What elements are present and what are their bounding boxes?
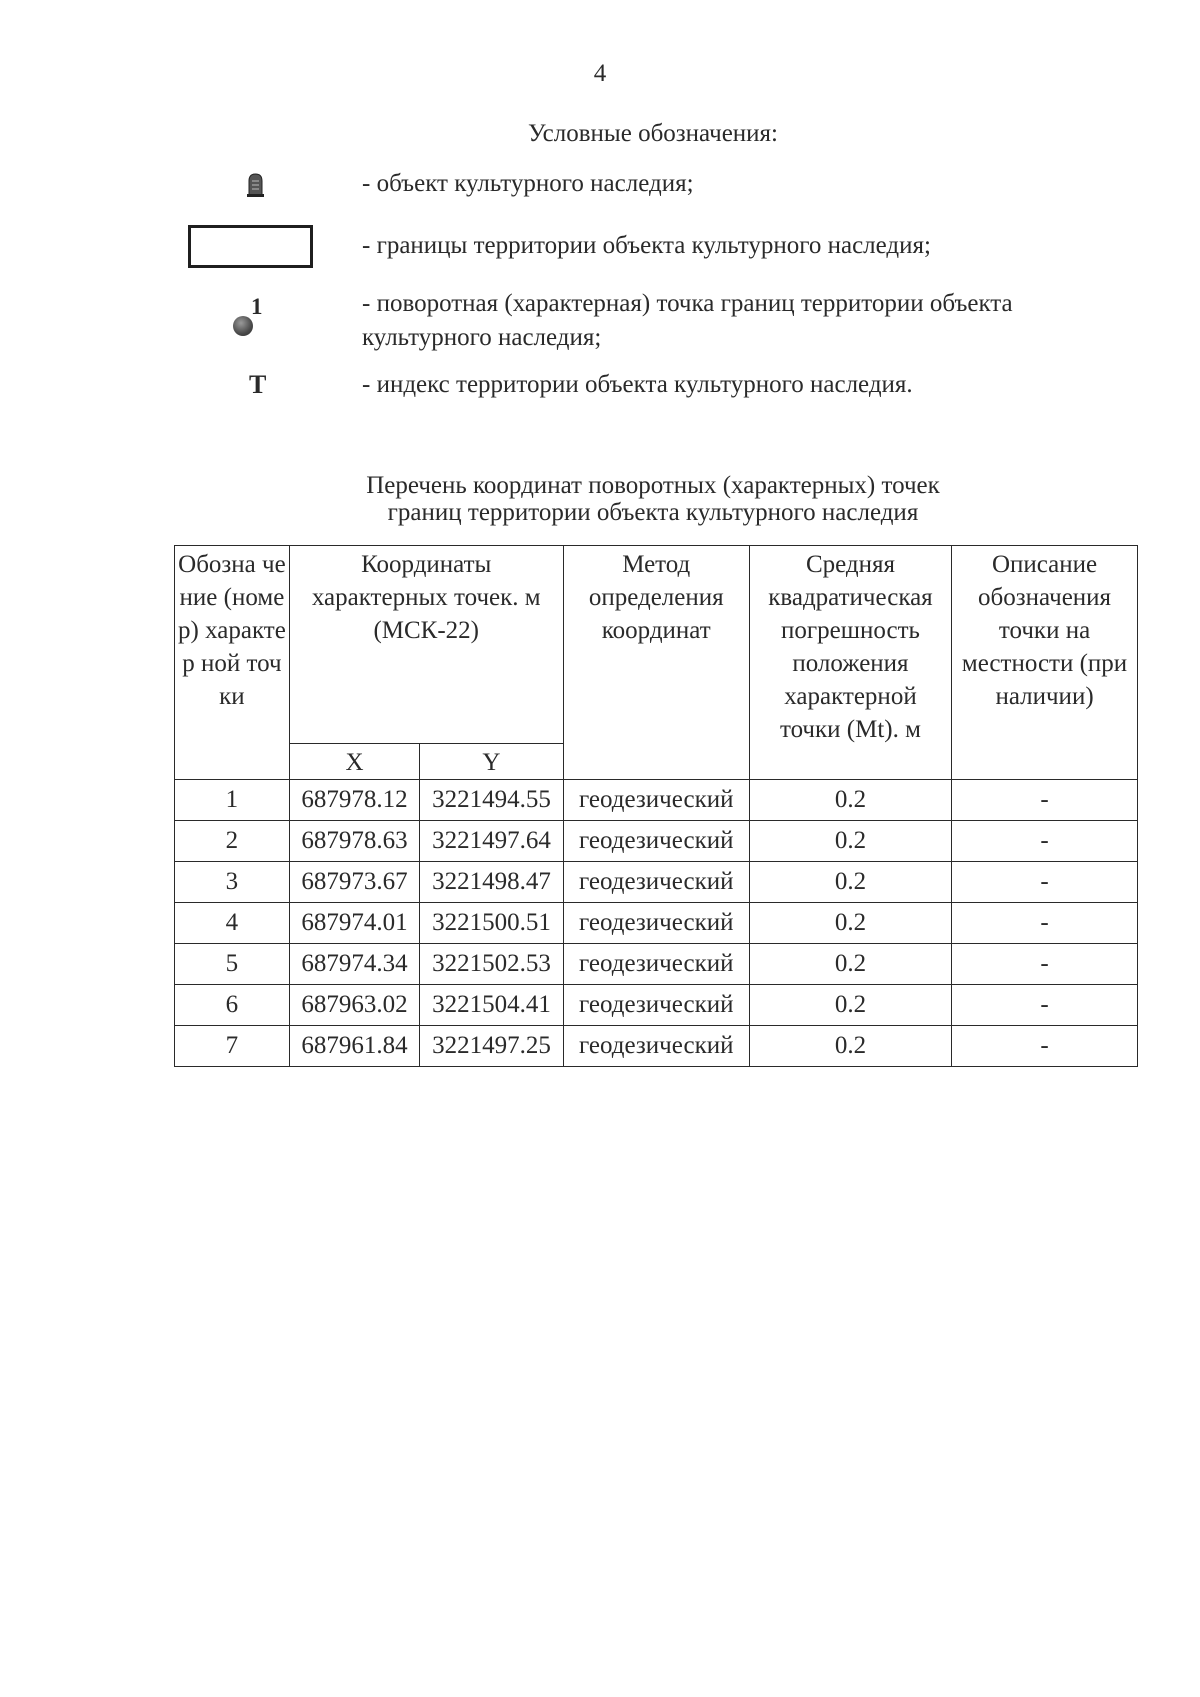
- table-row: [175, 862, 1138, 903]
- table-row: [175, 944, 1138, 985]
- cell-method: геодезический: [563, 862, 749, 903]
- header-method: Метод определения координат: [563, 546, 749, 780]
- legend-text-index: - индекс территории объекта культурного наследия.: [362, 371, 913, 398]
- cell-error: 0.2: [749, 944, 951, 985]
- cell-number: 7: [175, 1026, 290, 1067]
- cell-error: 0.2: [749, 985, 951, 1026]
- page-number: 4: [593, 60, 607, 87]
- cell-description: -: [952, 780, 1138, 821]
- header-x: X: [289, 744, 419, 780]
- table-title-line1: Перечень координат поворотных (характерных) точек: [366, 472, 940, 499]
- cell-y: 3221502.53: [420, 944, 563, 985]
- cell-y: 3221494.55: [420, 780, 563, 821]
- cell-x: 687974.01: [289, 903, 419, 944]
- legend-text-boundary: - границы территории объекта культурного наследия;: [362, 232, 931, 259]
- boundary-rectangle-icon: [188, 225, 313, 268]
- cell-error: 0.2: [749, 1026, 951, 1067]
- legend-text-turning-point: - поворотная (характерная) точка границ территории объекта культурного наследия;: [362, 290, 1013, 351]
- cell-y: 3221500.51: [420, 903, 563, 944]
- header-y: Y: [420, 744, 563, 780]
- cell-method: геодезический: [563, 1026, 749, 1067]
- cell-x: 687978.12: [289, 780, 419, 821]
- cell-number: 4: [175, 903, 290, 944]
- table-row: [175, 821, 1138, 862]
- cell-error: 0.2: [749, 862, 951, 903]
- point-dot-icon: [233, 316, 253, 336]
- cell-description: -: [952, 944, 1138, 985]
- cell-number: 1: [175, 780, 290, 821]
- coordinates-table: [174, 545, 1138, 1067]
- cell-description: -: [952, 903, 1138, 944]
- cell-y: 3221497.64: [420, 821, 563, 862]
- header-description: Описание обозначения точки на местности (при наличии): [952, 546, 1138, 780]
- cell-x: 687963.02: [289, 985, 419, 1026]
- cell-y: 3221497.25: [420, 1026, 563, 1067]
- cell-method: геодезический: [563, 821, 749, 862]
- cell-description: -: [952, 985, 1138, 1026]
- cell-x: 687974.34: [289, 944, 419, 985]
- cell-error: 0.2: [749, 821, 951, 862]
- table-title-line2: границ территории объекта культурного наследия: [387, 499, 919, 526]
- cell-number: 5: [175, 944, 290, 985]
- monument-icon: [247, 173, 264, 197]
- cell-number: 6: [175, 985, 290, 1026]
- cell-error: 0.2: [749, 780, 951, 821]
- point-number-label: 1: [251, 294, 263, 319]
- index-letter-icon: Т: [249, 370, 267, 399]
- table-title: [0, 472, 1200, 526]
- cell-number: 2: [175, 821, 290, 862]
- cell-description: -: [952, 862, 1138, 903]
- header-coordinates: Координаты характерных точек. м (МСК-22): [289, 546, 563, 744]
- cell-y: 3221498.47: [420, 862, 563, 903]
- cell-error: 0.2: [749, 903, 951, 944]
- cell-x: 687978.63: [289, 821, 419, 862]
- cell-y: 3221504.41: [420, 985, 563, 1026]
- cell-method: геодезический: [563, 903, 749, 944]
- cell-description: -: [952, 821, 1138, 862]
- cell-method: геодезический: [563, 780, 749, 821]
- cell-x: 687973.67: [289, 862, 419, 903]
- table-row: [175, 780, 1138, 821]
- table-row: [175, 1026, 1138, 1067]
- table-row: [175, 985, 1138, 1026]
- header-error: Средняя квадратическая погрешность положения характерной точки (Mt). м: [749, 546, 951, 780]
- cell-description: -: [952, 1026, 1138, 1067]
- cell-method: геодезический: [563, 944, 749, 985]
- header-number: Обозна чение (номер) характер ной точки: [175, 546, 290, 780]
- cell-x: 687961.84: [289, 1026, 419, 1067]
- cell-number: 3: [175, 862, 290, 903]
- cell-method: геодезический: [563, 985, 749, 1026]
- legend-text-monument: - объект культурного наследия;: [362, 170, 694, 197]
- legend-title: Условные обозначения:: [527, 120, 779, 147]
- table-row: [175, 903, 1138, 944]
- turning-point-icon: [233, 294, 267, 338]
